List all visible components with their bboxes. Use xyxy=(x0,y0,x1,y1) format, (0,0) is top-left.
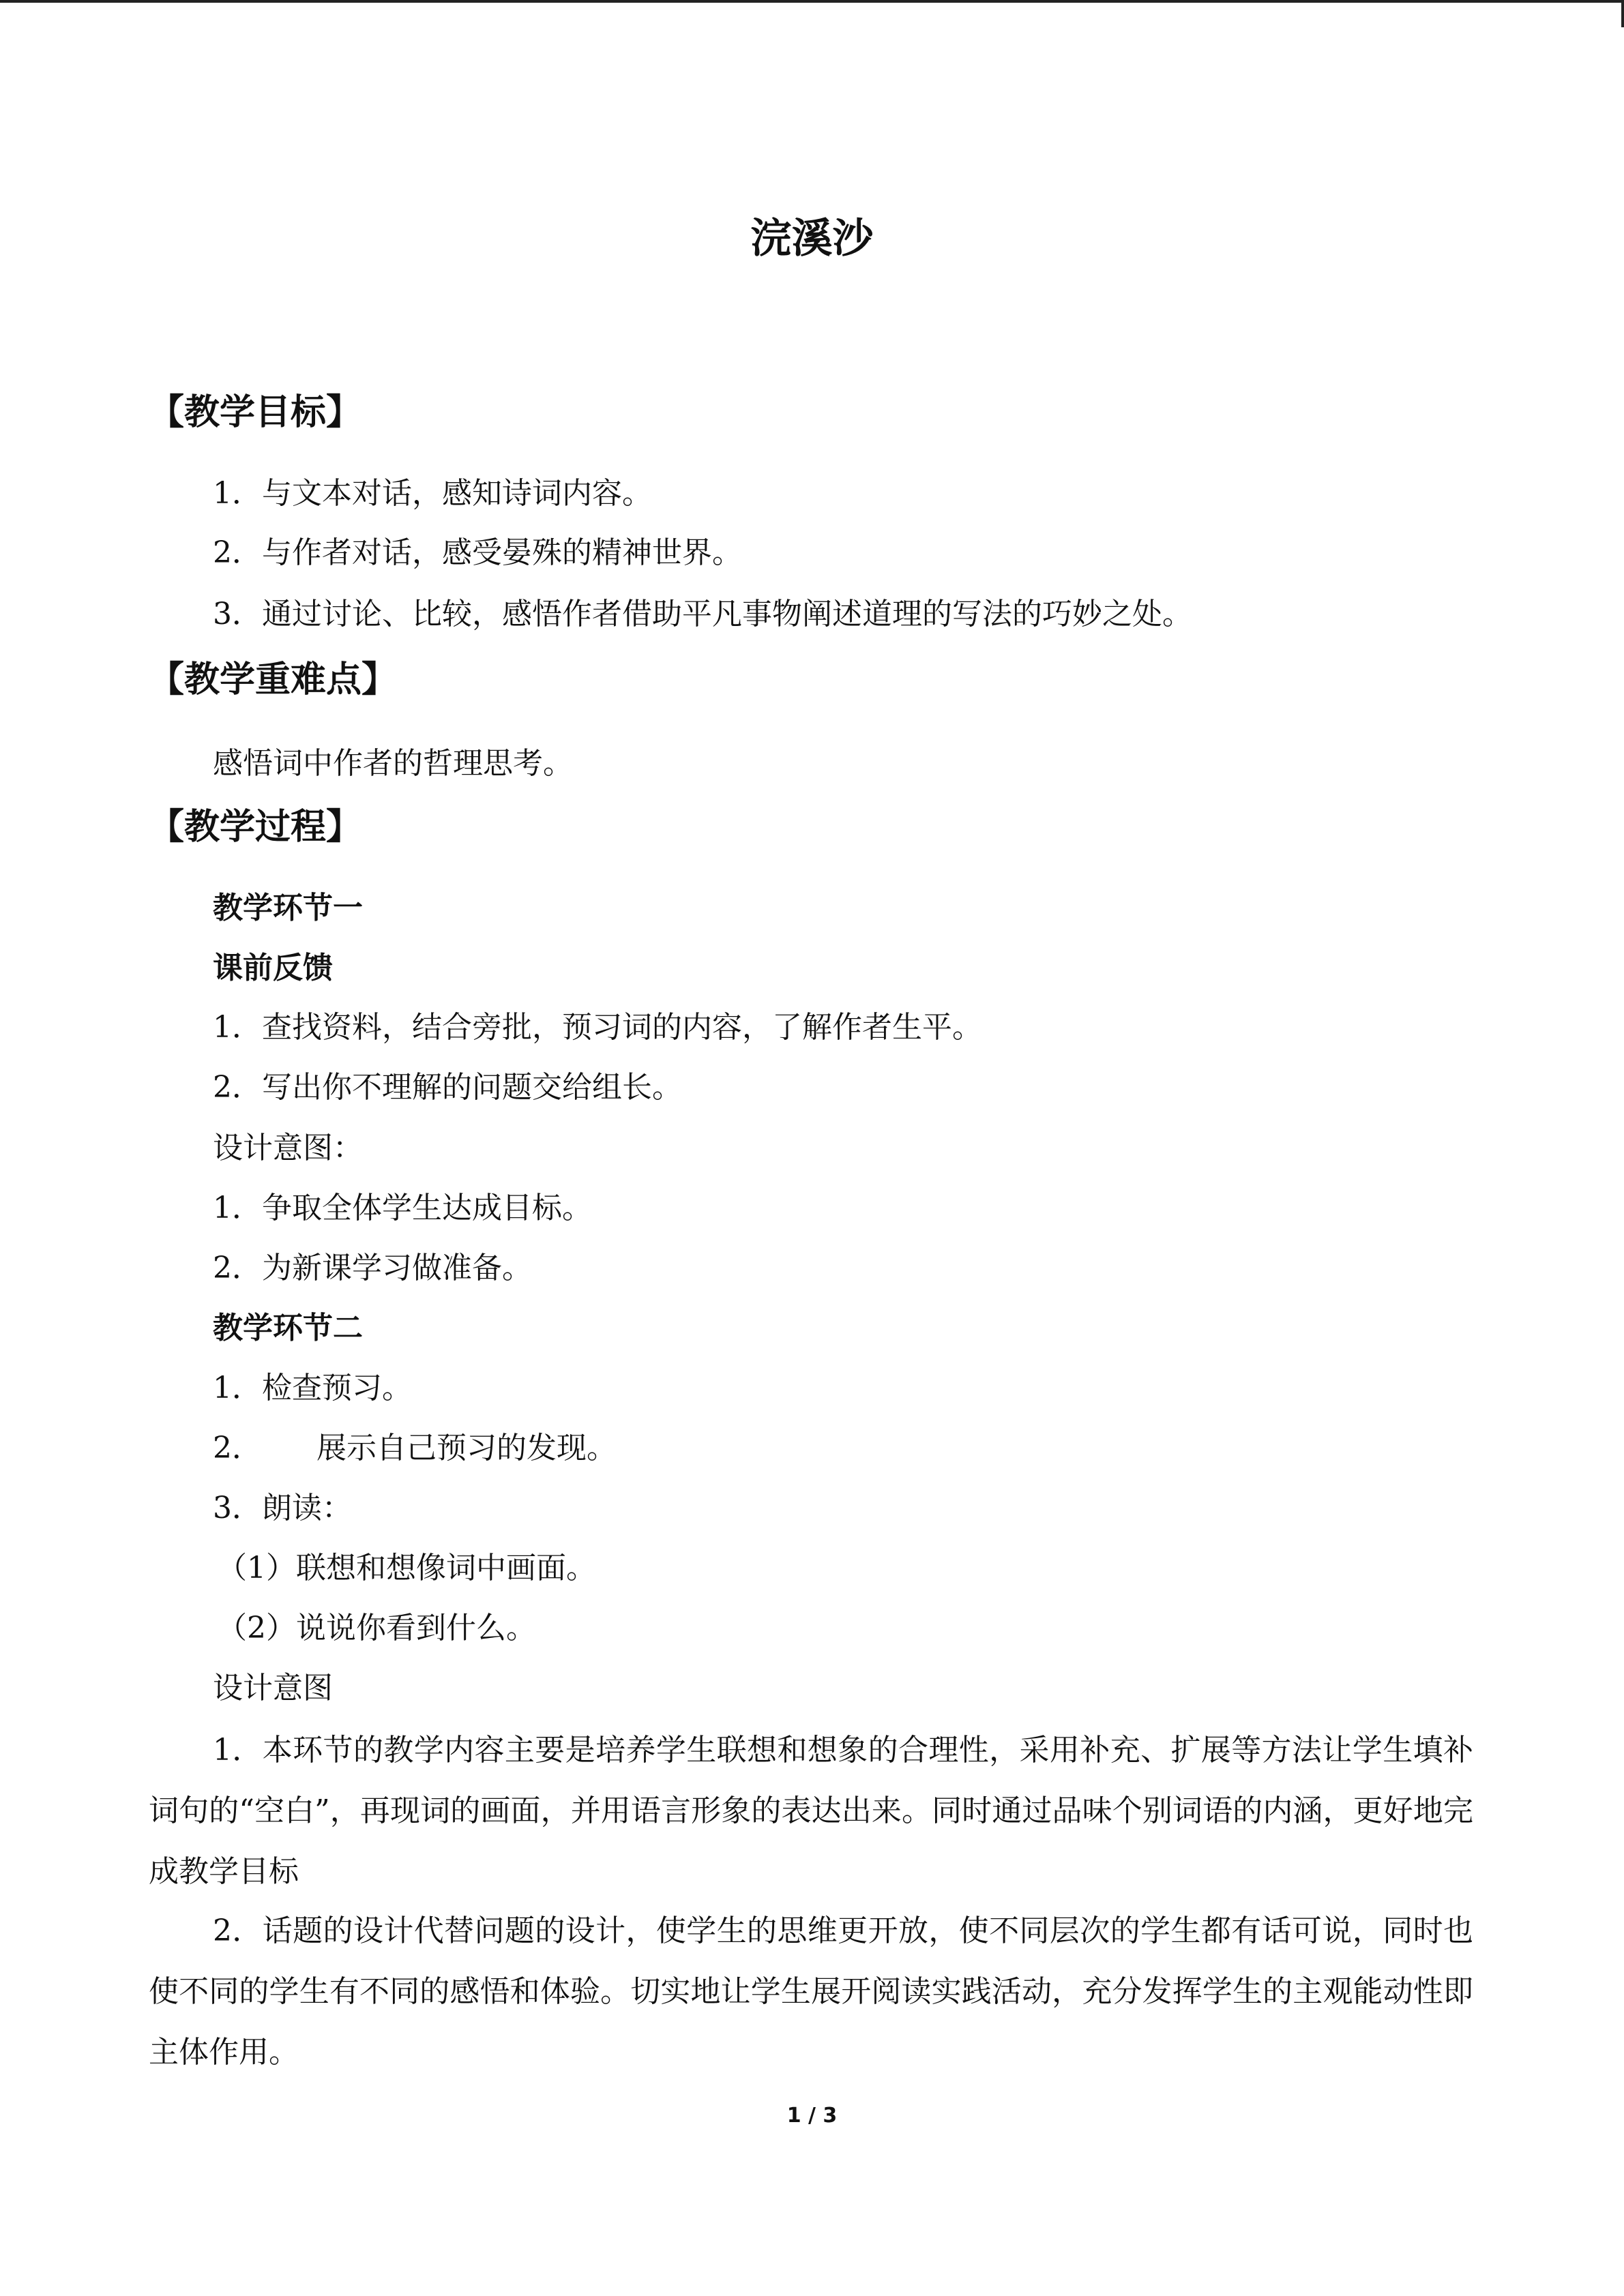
step1-intent-item-2: 2．为新课学习做准备。 xyxy=(213,1251,532,1285)
step2-subitem-1: （1）联想和想像词中画面。 xyxy=(217,1551,596,1585)
objective-item-2: 2．与作者对话，感受晏殊的精神世界。 xyxy=(213,535,742,570)
objective-item-3: 3．通过讨论、比较，感悟作者借助平凡事物阐述道理的写法的巧妙之处。 xyxy=(213,597,1192,631)
step2-item-3: 3．朗读： xyxy=(213,1491,352,1525)
step2-item-2-text: 展示自己预习的发现。 xyxy=(316,1431,617,1465)
step1-subtitle: 课前反馈 xyxy=(213,951,333,985)
key-points-text: 感悟词中作者的哲理思考。 xyxy=(213,746,573,781)
page-corner-border xyxy=(1621,0,1624,27)
objective-item-1: 1．与文本对话，感知诗词内容。 xyxy=(213,476,652,511)
step1-item-2: 2．写出你不理解的问题交给组长。 xyxy=(213,1070,682,1105)
step2-item-2 xyxy=(213,1428,617,1469)
step1-item-1: 1．查找资料，结合旁批，预习词的内容，了解作者生平。 xyxy=(213,1010,982,1045)
heading-key-points: 【教学重难点】 xyxy=(149,659,398,700)
step1-intent-item-1: 1．争取全体学生达成目标。 xyxy=(213,1191,592,1225)
step1-intent-label: 设计意图： xyxy=(213,1131,363,1165)
page-number: 1 / 3 xyxy=(786,2104,838,2128)
document-title: 浣溪沙 xyxy=(750,215,874,263)
step2-item-2-number: 2． xyxy=(213,1431,262,1465)
step2-intent-paragraph-2: 2．话题的设计代替问题的设计，使学生的思维更开放，使不同层次的学生都有话可说，同时也使不同的学生有不同的感悟和体验。切实地让学生展开阅读实践活动，充分发挥学生的主观能动性即主体作用。 xyxy=(149,1913,1473,2070)
step2-intent-label: 设计意图 xyxy=(213,1671,333,1705)
heading-objectives: 【教学目标】 xyxy=(149,392,362,433)
step2-subitem-2: （2）说说你看到什么。 xyxy=(217,1611,536,1645)
page-top-border xyxy=(0,0,1624,3)
heading-process: 【教学过程】 xyxy=(149,807,362,848)
step2-intent-paragraph-1: 1．本环节的教学内容主要是培养学生联想和想象的合理性，采用补充、扩展等方法让学生填补词句的“空白”，再现词的画面，并用语言形象的表达出来。同时通过品味个别词语的内涵，更好地完成教学目标 xyxy=(149,1733,1473,1889)
step2-title: 教学环节二 xyxy=(213,1311,363,1345)
step1-title: 教学环节一 xyxy=(213,891,363,925)
step2-item-1: 1．检查预习。 xyxy=(213,1371,412,1405)
